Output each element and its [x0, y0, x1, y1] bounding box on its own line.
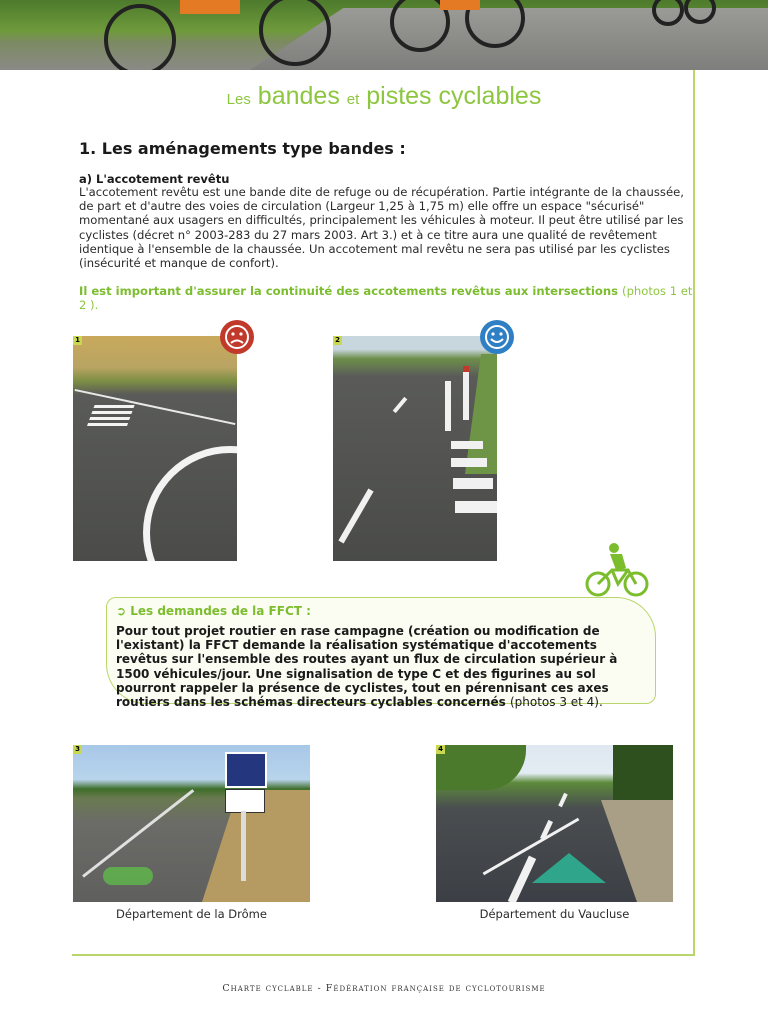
photo-intersection-bad	[73, 336, 237, 561]
title-mid: et	[346, 91, 360, 108]
header-photo	[0, 0, 768, 70]
photo-intersection-good	[333, 336, 497, 561]
photo-number: 4	[436, 745, 445, 754]
sad-cyclist-icon	[220, 320, 254, 354]
ffct-ref: (photos 3 et 4).	[509, 695, 603, 710]
photo-number: 2	[333, 336, 342, 345]
frame-border-right	[693, 70, 695, 956]
highlight-ref: (photos 1 et 2 ).	[79, 284, 693, 312]
highlight-statement	[79, 284, 699, 312]
photo-caption: Département de la Drôme	[116, 907, 267, 921]
photo-caption: Département du Vaucluse	[479, 907, 630, 921]
photo-vaucluse	[436, 745, 673, 902]
title-word2: pistes cyclables	[366, 82, 542, 110]
frame-border-bottom	[72, 954, 695, 956]
highlight-text: Il est important d'assurer la continuité des accotements revêtus aux intersections	[79, 284, 618, 298]
title-pre: Les	[226, 91, 251, 108]
road-sign	[225, 752, 267, 788]
ffct-text	[116, 624, 648, 709]
ffct-title: ➲ Les demandes de la FFCT :	[116, 604, 311, 618]
photo-number: 1	[73, 336, 82, 345]
cyclists-illustration	[0, 0, 768, 70]
sub-heading: a) L'accotement revêtu	[79, 172, 230, 186]
cyclist-icon	[584, 540, 650, 600]
section-heading: 1. Les aménagements type bandes :	[79, 139, 406, 158]
happy-cyclist-icon	[480, 320, 514, 354]
title-word1: bandes	[257, 82, 340, 110]
ffct-body: Pour tout projet routier en rase campagne (création ou modification de l'existant) la FFCT demande la réalisation systématique d'accotements revêtus sur l'ensemble des routes ayant un flux de circulation supérieur à 1500 véhicules/jour. Une signalisation de type C et des figurines au sol pourront rappeler la présence de cyclistes, tout en pérennisant ces axes routiers dans les schémas directeurs cyclables concernés	[116, 624, 618, 710]
page-footer: Charte cyclable - Fédération française de cyclotourisme	[222, 983, 546, 994]
photo-drome	[73, 745, 310, 902]
body-paragraph: L'accotement revêtu est une bande dite de refuge ou de récupération. Partie intégrante de la chaussée, de part et d'autre des voies de circulation (Largeur 1,25 à 1,75 m) elle offre un espace "sécurisé" momentané aux usagers en difficultés, principalement les véhicules à moteur. Il peut être utilisé par les cyclistes (décret n° 2003-283 du 27 mars 2003. Art 3.) et à ce titre aura une qualité de revêtement identique à l'ensemble de la chaussée. Un accotement mal revêtu ne sera pas utilisé par les cyclistes (insécurité et manque de confort).	[79, 185, 684, 271]
bike-sign	[225, 789, 265, 813]
page-title	[0, 82, 768, 111]
photo-number: 3	[73, 745, 82, 754]
